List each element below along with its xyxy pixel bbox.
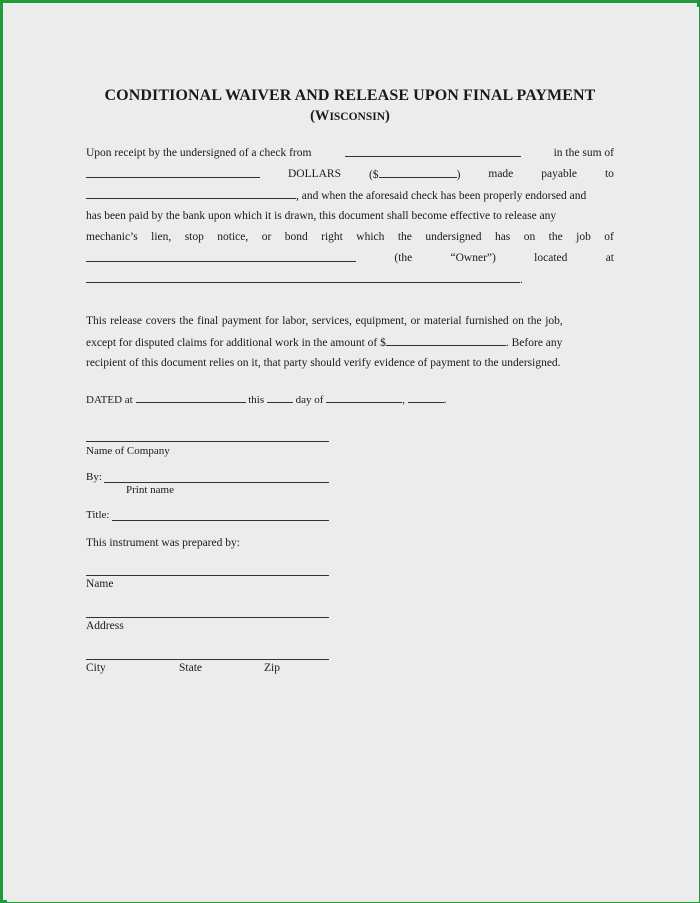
para2-line2-group	[86, 336, 562, 349]
word: bond	[284, 231, 308, 243]
period: .	[520, 274, 523, 286]
subtitle-open: (W	[310, 108, 330, 124]
para2-line2	[86, 336, 614, 349]
para1-line3-text: , and when the aforesaid check has been properly endorsed and	[296, 190, 587, 202]
para2-line1	[86, 315, 614, 327]
payee-blank[interactable]	[86, 189, 296, 199]
word: job	[576, 231, 591, 243]
name-label: Name	[86, 578, 114, 590]
document-title: CONDITIONAL WAIVER AND RELEASE UPON FINAL PAYMENT	[104, 87, 596, 104]
location-blank[interactable]	[86, 273, 520, 283]
dated-line	[86, 393, 446, 406]
word: mechanic’s	[86, 231, 138, 243]
para1-line1-text-a: Upon receipt by the undersigned of a check from	[86, 147, 312, 159]
comma: ,	[402, 394, 405, 406]
word: stop	[184, 231, 204, 243]
para2-line3: recipient of this document relies on it, that party should verify evidence of payment to the undersigned.	[86, 357, 561, 369]
title-label: Title:	[86, 509, 110, 521]
para1-line1-text-b: in the sum of	[553, 147, 614, 159]
day-blank[interactable]	[267, 393, 293, 403]
para1-line4: has been paid by the bank upon which it is drawn, this document shall become effective to release any	[86, 210, 557, 222]
para2-line2-text-b: . Before any	[505, 337, 563, 349]
job-blank[interactable]	[86, 252, 356, 262]
payable-word: payable	[541, 168, 578, 180]
name-line[interactable]	[86, 575, 329, 576]
para2-line2-text-a: except for disputed claims for additional work in the amount of $	[86, 337, 386, 349]
state-label: State	[179, 662, 202, 674]
para1-line2	[86, 168, 614, 181]
made-word: made	[488, 168, 514, 180]
period: .	[443, 394, 447, 406]
by-signature-line[interactable]	[104, 482, 329, 483]
title-signature-line[interactable]	[112, 520, 329, 521]
this-label: this	[248, 394, 265, 406]
to-word: to	[604, 168, 614, 180]
dated-place-blank[interactable]	[136, 393, 246, 403]
address-line[interactable]	[86, 617, 329, 618]
at-word: at	[605, 252, 614, 264]
month-blank[interactable]	[326, 393, 402, 403]
by-label: By:	[86, 471, 102, 483]
para2-line1-text: This release covers the final payment for labor, services, equipment, or material furnished on the job,	[86, 315, 563, 327]
amount-number-group	[369, 168, 460, 181]
company-label: Name of Company	[86, 445, 170, 457]
dollars-label: DOLLARS	[287, 168, 341, 180]
city-label: City	[86, 662, 106, 674]
subtitle-close: )	[385, 108, 390, 124]
located-word: located	[534, 252, 568, 264]
dollar-open: ($	[368, 169, 379, 181]
amount-number-blank[interactable]	[379, 168, 457, 178]
word: lien,	[151, 231, 172, 243]
word: undersigned	[425, 231, 482, 243]
payer-blank[interactable]	[345, 147, 521, 157]
word: on	[523, 231, 536, 243]
para1-line5	[86, 231, 614, 243]
word: which	[356, 231, 385, 243]
word: has	[494, 231, 511, 243]
word: the	[548, 231, 563, 243]
amount-words-blank[interactable]	[86, 168, 260, 178]
dollar-close: )	[456, 169, 461, 181]
para1-line1	[86, 147, 614, 159]
document-subtitle	[0, 108, 700, 125]
word: or	[261, 231, 272, 243]
para1-line6	[86, 252, 614, 264]
year-blank[interactable]	[408, 393, 444, 403]
word: right	[321, 231, 343, 243]
prepared-by-label: This instrument was prepared by:	[86, 537, 240, 549]
print-name-label: Print name	[126, 484, 174, 496]
zip-label: Zip	[264, 662, 280, 674]
word: notice,	[217, 231, 249, 243]
company-signature-line[interactable]	[86, 441, 329, 442]
day-of-label: day of	[295, 394, 324, 406]
disputed-amount-blank[interactable]	[386, 336, 506, 346]
city-state-zip-line[interactable]	[86, 659, 329, 660]
para1-line3	[86, 189, 614, 202]
the-word: (the	[394, 252, 413, 264]
para1-line7	[86, 273, 614, 286]
dated-at-label: DATED at	[86, 394, 133, 406]
address-label: Address	[86, 620, 124, 632]
owner-word: “Owner”)	[450, 252, 496, 264]
subtitle-smallcaps: ISCONSIN	[329, 111, 386, 123]
word: of	[604, 231, 614, 243]
word: the	[397, 231, 412, 243]
